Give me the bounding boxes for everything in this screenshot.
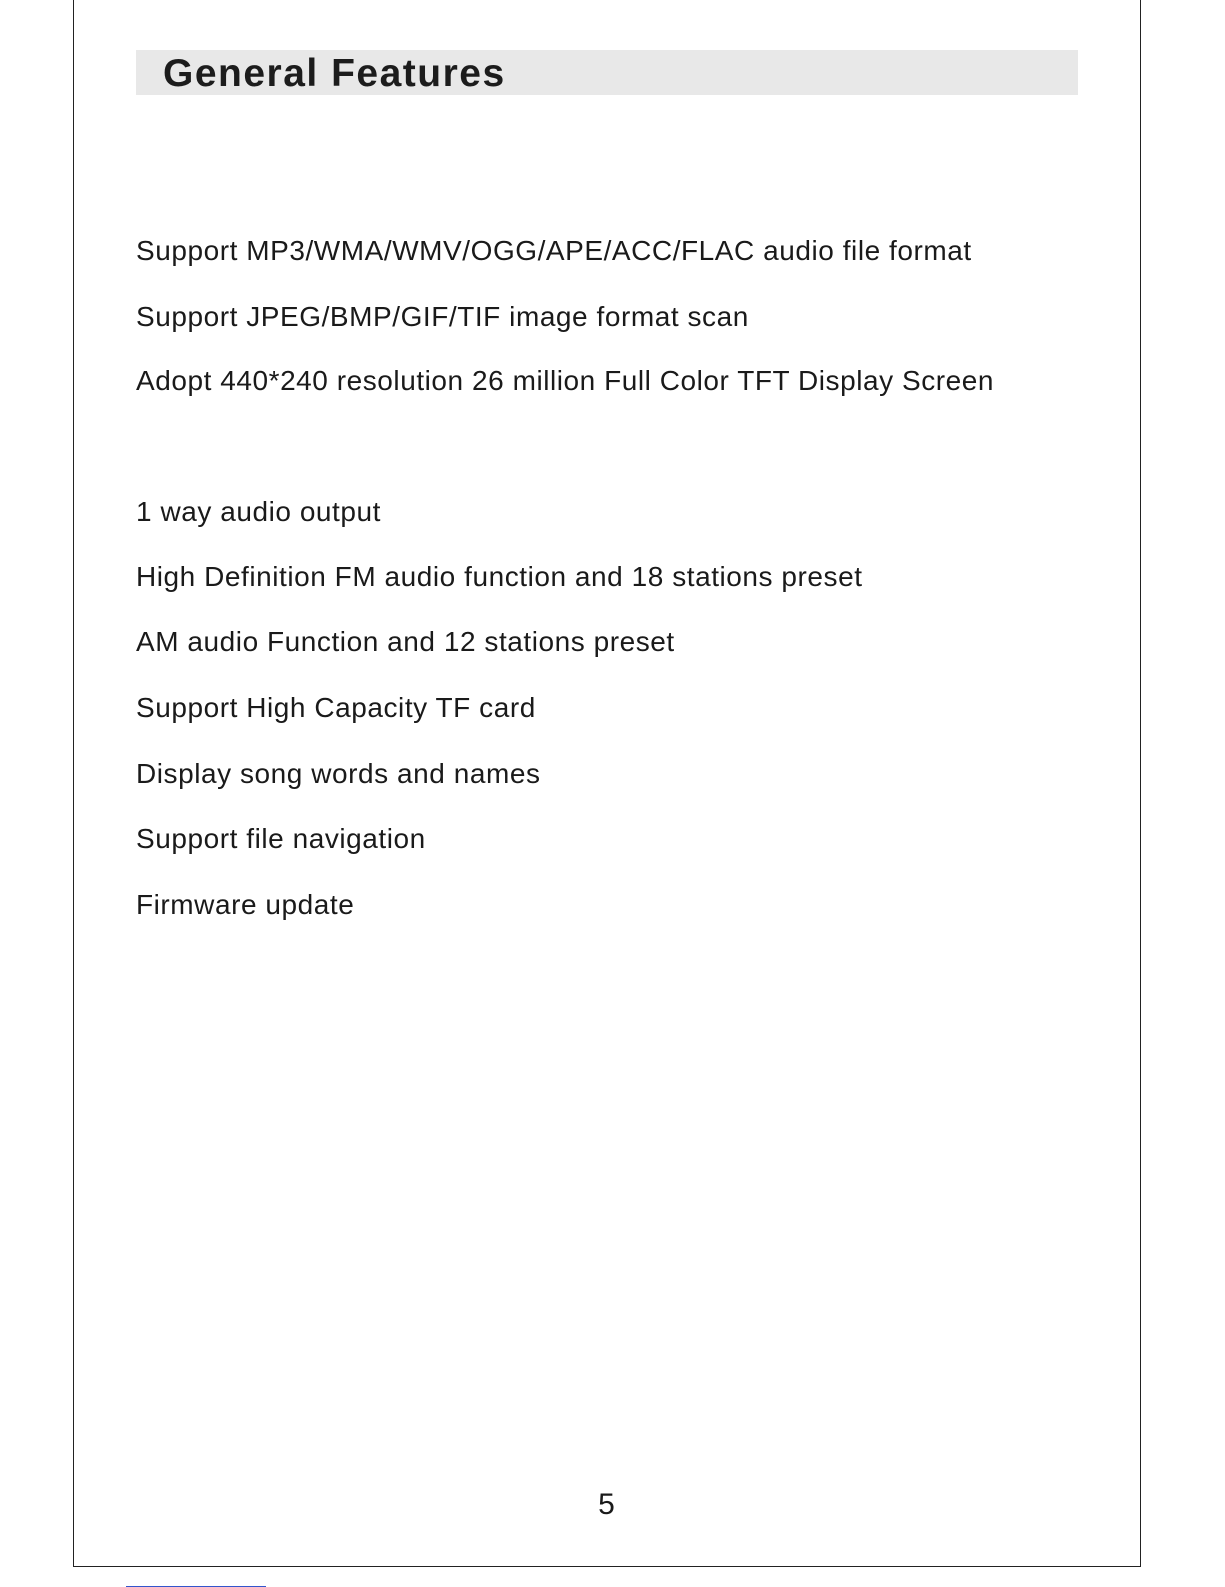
feature-audio-formats: Support MP3/WMA/WMV/OGG/APE/ACC/FLAC audio file format bbox=[136, 235, 972, 266]
section-header bbox=[136, 50, 1078, 95]
feature-firmware-update: Firmware update bbox=[136, 889, 355, 920]
feature-fm-radio: High Definition FM audio function and 18 stations preset bbox=[136, 561, 863, 592]
feature-lyrics-display: Display song words and names bbox=[136, 758, 541, 789]
feature-image-formats: Support JPEG/BMP/GIF/TIF image format scan bbox=[136, 301, 749, 332]
page-number: 5 bbox=[598, 1488, 615, 1521]
feature-file-navigation: Support file navigation bbox=[136, 823, 426, 854]
page-title: General Features bbox=[163, 52, 506, 95]
feature-display-screen: Adopt 440*240 resolution 26 million Full Color TFT Display Screen bbox=[136, 365, 995, 396]
feature-tf-card: Support High Capacity TF card bbox=[136, 692, 536, 723]
feature-audio-output: 1 way audio output bbox=[136, 496, 381, 527]
feature-am-radio: AM audio Function and 12 stations preset bbox=[136, 626, 675, 657]
